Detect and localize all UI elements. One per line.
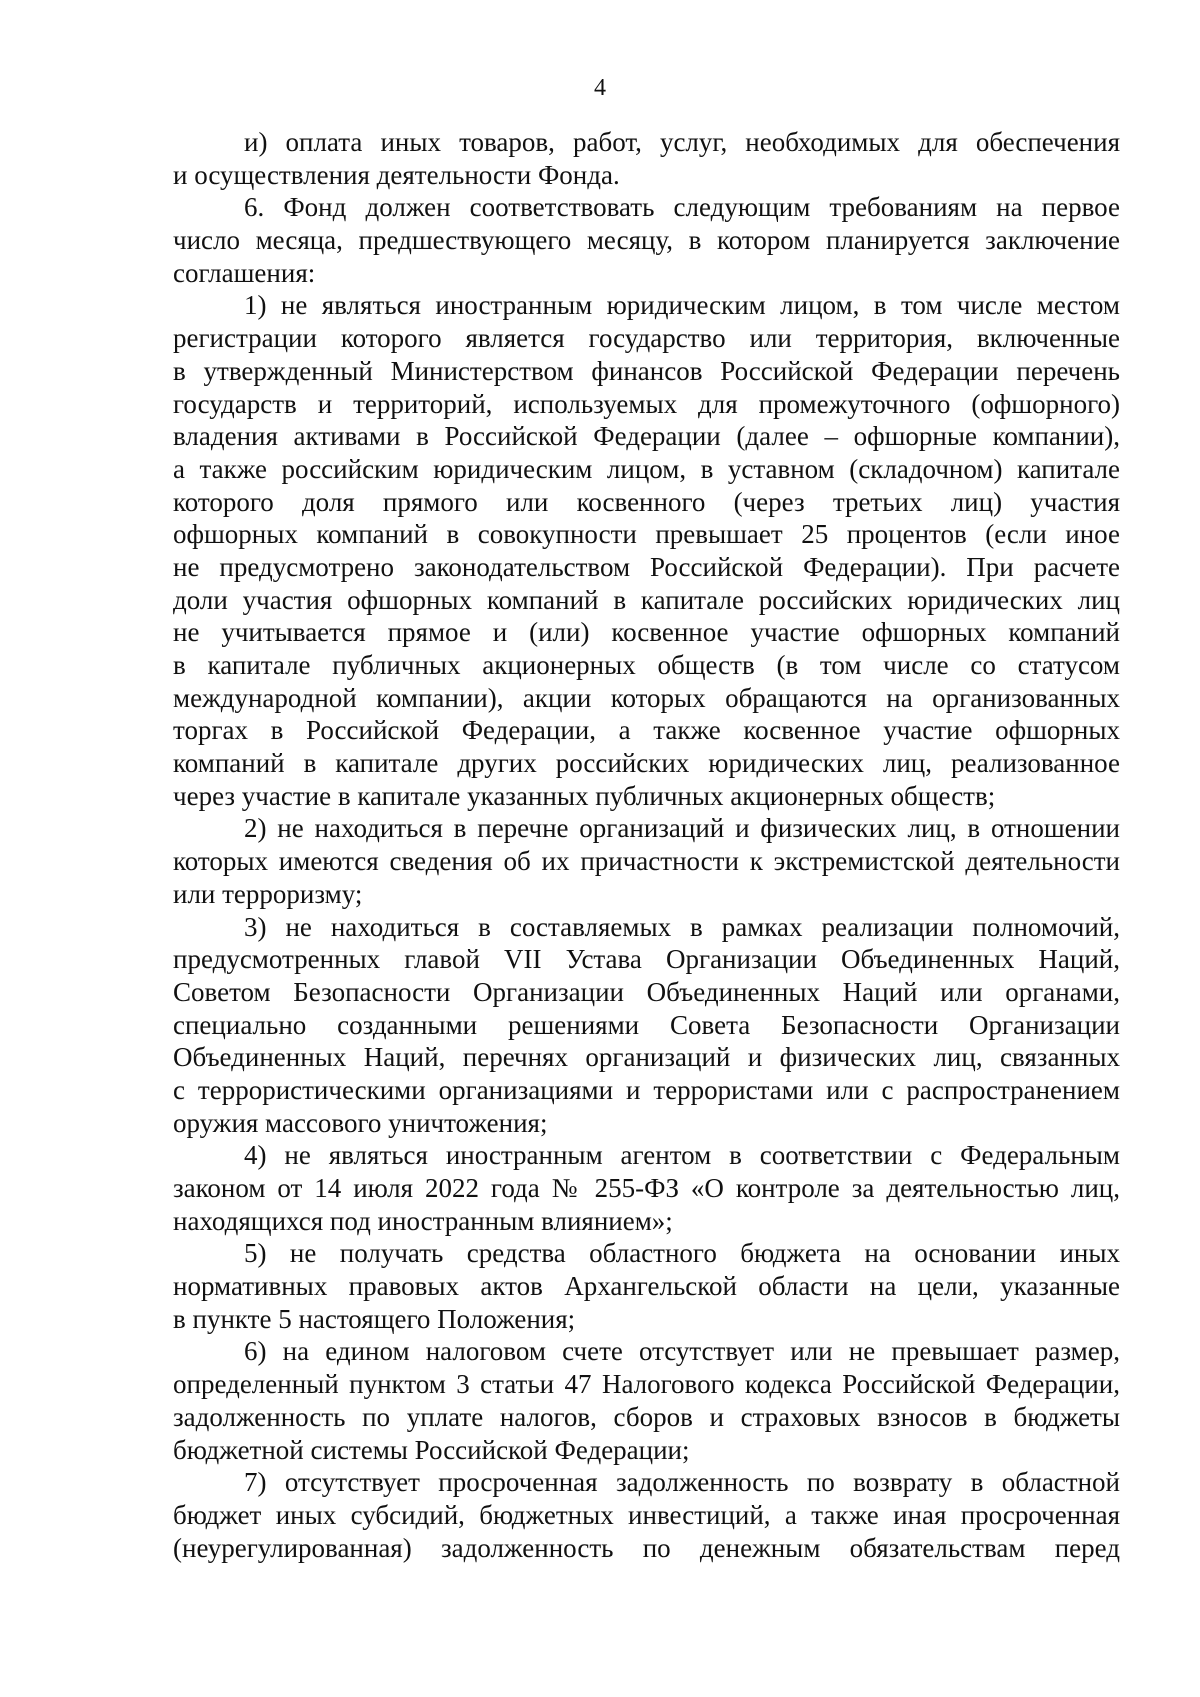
text-line: бюджетной системы Российской Федерации;	[173, 1434, 690, 1465]
paragraph-item-i	[173, 126, 1120, 191]
text-line: законом от 14 июля 2022 года № 255-ФЗ «О контроле за деятельностью лиц,	[173, 1173, 1120, 1203]
text-line: специально созданными решениями Совета Безопасности Организации	[173, 1009, 1120, 1040]
text-line: с террористическими организациями и террористами или с распространением	[173, 1074, 1120, 1105]
text-line: 7) отсутствует просроченная задолженность по возврату в областной	[244, 1467, 1120, 1498]
text-line: 1) не являться иностранным юридическим лицом, в том числе местом	[244, 290, 1120, 321]
text-line: торгах в Российской Федерации, а также косвенное участие офшорных	[173, 715, 1120, 746]
text-line: через участие в капитале указанных публичных акционерных обществ;	[173, 780, 996, 811]
paragraph-sub-3	[173, 911, 1120, 1140]
text-line: компаний в капитале других российских юридических лиц, реализованное	[173, 748, 1120, 779]
text-line: регистрации которого является государство или территория, включенные	[173, 323, 1120, 354]
text-line: в капитале публичных акционерных обществ (в том числе со статусом	[173, 650, 1120, 680]
text-line: бюджет иных субсидий, бюджетных инвестиций, а также иная просроченная	[173, 1499, 1120, 1530]
paragraph-sub-4	[173, 1139, 1120, 1237]
text-line: и осуществления деятельности Фонда.	[173, 159, 620, 190]
text-line: 3) не находиться в составляемых в рамках реализации полномочий,	[244, 911, 1120, 942]
text-line: офшорных компаний в совокупности превышает 25 процентов (если иное	[173, 519, 1120, 550]
text-line: 6) на едином налоговом счете отсутствует или не превышает размер,	[244, 1336, 1120, 1367]
text-line: в пункте 5 настоящего Положения;	[173, 1303, 576, 1334]
text-line: соглашения:	[173, 257, 316, 288]
text-line: доли участия офшорных компаний в капитале российских юридических лиц	[173, 584, 1120, 615]
text-line: которых имеются сведения об их причастности к экстремистской деятельности	[173, 846, 1120, 877]
text-line: предусмотренных главой VII Устава Организации Объединенных Наций,	[173, 944, 1120, 975]
paragraph-sub-5	[173, 1237, 1120, 1335]
paragraph-sub-2	[173, 812, 1120, 910]
text-line: 6. Фонд должен соответствовать следующим требованиям на первое	[244, 192, 1120, 223]
text-line: международной компании), акции которых обращаются на организованных	[173, 682, 1120, 713]
page-number: 4	[594, 75, 606, 101]
text-line: или терроризму;	[173, 878, 363, 909]
text-line: Советом Безопасности Организации Объединенных Наций или органами,	[173, 976, 1120, 1007]
text-line: а также российским юридическим лицом, в уставном (складочном) капитале	[173, 453, 1120, 484]
text-line: определенный пунктом 3 статьи 47 Налогового кодекса Российской Федерации,	[173, 1369, 1120, 1400]
text-line: в утвержденный Министерством финансов Российской Федерации перечень	[173, 355, 1120, 386]
text-line: государств и территорий, используемых для промежуточного (офшорного)	[173, 388, 1120, 419]
document-body	[173, 126, 1120, 1564]
text-line: число месяца, предшествующего месяцу, в котором планируется заключение	[173, 225, 1120, 256]
text-line: 2) не находиться в перечне организаций и физических лиц, в отношении	[244, 813, 1120, 844]
text-line: владения активами в Российской Федерации (далее – офшорные компании),	[173, 421, 1120, 452]
text-line: 4) не являться иностранным агентом в соответствии с Федеральным	[244, 1140, 1120, 1171]
paragraph-sub-7	[173, 1466, 1120, 1564]
text-line: не учитывается прямое и (или) косвенное участие офшорных компаний	[173, 617, 1120, 648]
paragraph-clause-6	[173, 191, 1120, 289]
paragraph-sub-1	[173, 289, 1120, 812]
text-line: 5) не получать средства областного бюджета на основании иных	[244, 1238, 1120, 1269]
text-line: (неурегулированная) задолженность по денежным обязательствам перед	[173, 1532, 1120, 1563]
text-line: которого доля прямого или косвенного (через третьих лиц) участия	[173, 486, 1120, 517]
text-line: задолженность по уплате налогов, сборов и страховых взносов в бюджеты	[173, 1401, 1120, 1432]
text-line: нормативных правовых актов Архангельской области на цели, указанные	[173, 1271, 1120, 1302]
text-line: оружия массового уничтожения;	[173, 1107, 548, 1138]
text-line: и) оплата иных товаров, работ, услуг, необходимых для обеспечения	[244, 127, 1120, 157]
text-line: не предусмотрено законодательством Российской Федерации). При расчете	[173, 551, 1120, 582]
text-line: Объединенных Наций, перечнях организаций и физических лиц, связанных	[173, 1042, 1120, 1073]
text-line: находящихся под иностранным влиянием»;	[173, 1205, 673, 1236]
paragraph-sub-6	[173, 1335, 1120, 1466]
